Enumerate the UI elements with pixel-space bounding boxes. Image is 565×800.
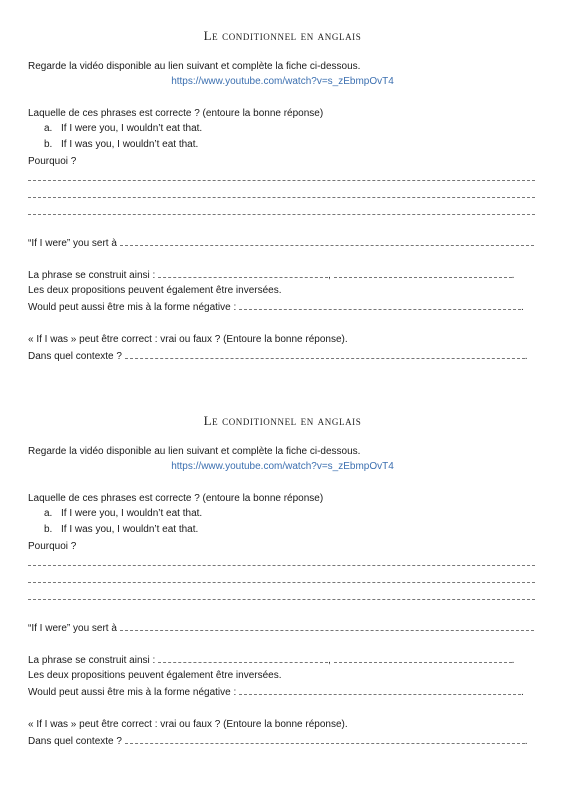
question-correct-sentence: Laquelle de ces phrases est correcte ? (entoure la bonne réponse)	[28, 108, 324, 119]
negative-blank[interactable]	[239, 685, 521, 695]
worksheet-bottom	[0, 385, 565, 770]
context-label: Dans quel contexte ?	[28, 351, 122, 362]
negative-row	[28, 300, 524, 314]
answer-line[interactable]	[28, 214, 535, 215]
option-a-text: If I were you, I wouldn’t eat that.	[61, 123, 203, 134]
was-question: « If I was » peut être correct : vrai ou faux ? (Entoure la bonne réponse).	[28, 719, 348, 730]
negative-label: Would peut aussi être mis à la forme négative :	[28, 302, 237, 313]
context-label: Dans quel contexte ?	[28, 736, 122, 747]
context-blank[interactable]	[125, 734, 525, 744]
construction-blank-1[interactable]	[158, 268, 328, 278]
construction-blank-2[interactable]	[334, 268, 512, 278]
inversion-note: Les deux propositions peuvent également être inversées.	[28, 285, 282, 296]
option-b-letter: b.	[44, 139, 53, 150]
inversion-note: Les deux propositions peuvent également être inversées.	[28, 670, 282, 681]
were-usage-row	[28, 621, 534, 635]
were-usage-label: “If I were” you sert à	[28, 238, 117, 249]
option-a-text: If I were you, I wouldn’t eat that.	[61, 508, 203, 519]
negative-blank[interactable]	[239, 300, 521, 310]
answer-line[interactable]	[28, 197, 535, 198]
instruction-text: Regarde la vidéo disponible au lien suivant et complète la fiche ci-dessous.	[28, 61, 361, 72]
worksheet-top	[0, 0, 565, 385]
answer-line[interactable]	[28, 599, 535, 600]
construction-blank-1[interactable]	[158, 653, 328, 663]
option-b-letter: b.	[44, 524, 53, 535]
video-link[interactable]: https://www.youtube.com/watch?v=s_zEbmpOvT4	[171, 461, 394, 472]
option-a[interactable]	[44, 508, 202, 519]
construction-row	[28, 268, 514, 282]
option-b[interactable]	[44, 524, 198, 535]
negative-label: Would peut aussi être mis à la forme négative :	[28, 687, 237, 698]
answer-line[interactable]	[28, 582, 535, 583]
construction-row	[28, 653, 514, 667]
option-b-text: If I was you, I wouldn’t eat that.	[61, 524, 199, 535]
construction-comma: ,	[328, 655, 331, 666]
were-usage-label: “If I were” you sert à	[28, 623, 117, 634]
why-label: Pourquoi ?	[28, 541, 77, 552]
why-label: Pourquoi ?	[28, 156, 77, 167]
were-usage-blank[interactable]	[120, 236, 534, 246]
instruction-text: Regarde la vidéo disponible au lien suivant et complète la fiche ci-dessous.	[28, 446, 361, 457]
context-row	[28, 734, 528, 748]
context-period: .	[524, 351, 528, 362]
construction-label: La phrase se construit ainsi :	[28, 655, 156, 666]
video-link[interactable]: https://www.youtube.com/watch?v=s_zEbmpOvT4	[171, 76, 394, 87]
negative-period: .	[521, 687, 524, 698]
negative-period: .	[521, 302, 524, 313]
context-blank[interactable]	[125, 349, 525, 359]
context-period: .	[524, 736, 528, 747]
answer-line[interactable]	[28, 565, 535, 566]
construction-period: .	[511, 270, 515, 281]
construction-label: La phrase se construit ainsi :	[28, 270, 156, 281]
construction-period: .	[511, 655, 515, 666]
construction-blank-2[interactable]	[334, 653, 512, 663]
context-row	[28, 349, 528, 363]
construction-comma: ,	[328, 270, 331, 281]
option-a-letter: a.	[44, 123, 53, 134]
answer-line[interactable]	[28, 180, 535, 181]
option-b-text: If I was you, I wouldn’t eat that.	[61, 139, 199, 150]
were-usage-blank[interactable]	[120, 621, 534, 631]
option-a[interactable]	[44, 123, 202, 134]
was-question: « If I was » peut être correct : vrai ou faux ? (Entoure la bonne réponse).	[28, 334, 348, 345]
worksheet-title: Le conditionnel en anglais	[203, 28, 362, 43]
option-a-letter: a.	[44, 508, 53, 519]
were-usage-row	[28, 236, 534, 250]
option-b[interactable]	[44, 139, 198, 150]
question-correct-sentence: Laquelle de ces phrases est correcte ? (entoure la bonne réponse)	[28, 493, 324, 504]
worksheet-title: Le conditionnel en anglais	[203, 413, 362, 428]
negative-row	[28, 685, 524, 699]
